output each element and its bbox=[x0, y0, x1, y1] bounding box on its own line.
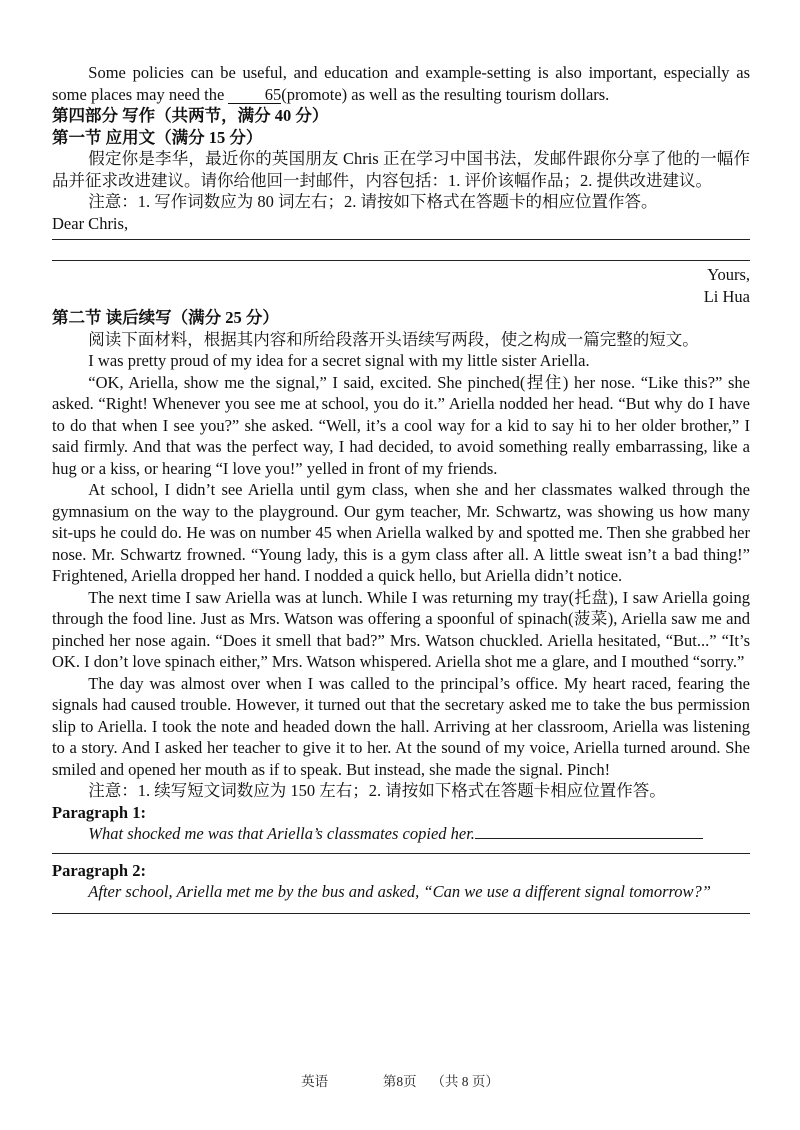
exam-page bbox=[52, 62, 750, 914]
section1-note: 注意：1. 写作词数应为 80 词左右；2. 请按如下格式在答题卡的相应位置作答。 bbox=[88, 192, 658, 211]
writing-line[interactable] bbox=[52, 913, 750, 914]
story-paragraph: I was pretty proud of my idea for a secret signal with my little sister Ariella. bbox=[88, 351, 590, 370]
section1-title: 第一节 应用文（满分 15 分） bbox=[52, 127, 263, 147]
paragraph1-label: Paragraph 1: bbox=[52, 802, 146, 822]
story-paragraph: At school, I didn’t see Ariella until gym class, when she and her classmates walked through the gymnasium on the way to the playground. Our gym teacher, Mr. Schwartz, was showing us how many sit-ups he could do. He was on number 45 when Ariella walked by and spotted me. Then she grabbed her nose. Mr. Schwartz frowned. “Young lady, this is a gym class after all. A little sweat isn’t a bad thing!” Frightened, Ariella dropped her hand. I nodded a quick hello, but Ariella didn’t notice. bbox=[52, 480, 750, 585]
answer-blank-65[interactable]: 65 bbox=[228, 86, 281, 104]
story-paragraph: The day was almost over when I was called to the principal’s office. My heart raced, fearing the signals had caused trouble. However, it turned out that the secretary asked me to take the bus permission slip to Ariella. I took the note and headed down the hall. Arriving at her classroom, Ariella was listening to a story. And I asked her teacher to give it to her. At the sound of my voice, Ariella turned around. She smiled and opened her mouth as if to speak. But instead, she made the signal. Pinch! bbox=[52, 673, 750, 779]
letter-greeting: Dear Chris, bbox=[52, 213, 129, 233]
section2-note: 注意：1. 续写短文词数应为 150 左右；2. 请按如下格式在答题卡相应位置作答。 bbox=[88, 781, 666, 800]
story-paragraph: The next time I saw Ariella was at lunch. While I was returning my tray(托盘), I saw Ariella going through the food line. Just as Mrs. Watson was offering a spoonful of spinach(菠菜), Ariella saw me and pinched her nose again. “Does it smell that bad?” Mrs. Watson chuckled. Ariella hesitated, “But...” “It’s OK. I don’t love spinach either,” Mrs. Watson whispered. Ariella shot me a glare, and I mouthed “sorry.” bbox=[52, 587, 750, 671]
paragraph2-label: Paragraph 2: bbox=[52, 860, 146, 880]
reading-final-paragraph bbox=[52, 62, 750, 105]
paragraph2-start: After school, Ariella met me by the bus and asked, “Can we use a different signal tomorrow?” bbox=[88, 882, 711, 901]
part4-title: 第四部分 写作（共两节，满分 40 分） bbox=[52, 106, 329, 125]
letter-signature: Li Hua bbox=[703, 286, 750, 306]
letter-closing: Yours, bbox=[707, 265, 750, 284]
section1-prompt: 假定你是李华，最近你的英国朋友 Chris 正在学习中国书法，发邮件跟你分享了他的一幅作品并征求改进建议。请你给他回一封邮件，内容包括：1. 评价该幅作品；2. 提供改进建议。 bbox=[52, 149, 750, 190]
page-footer bbox=[0, 1070, 800, 1090]
story-paragraph: “OK, Ariella, show me the signal,” I said, excited. She pinched(捏住) her nose. “Like this?” she asked. “Right! Whenever you see me at school, you do it.” Ariella nodded her head. “But why do I have to do that when I see you?” she asked. “Well, it’s a cool way for a kid to say hi to her older brother,” I said firmly. And that was the perfect way, I had decided, to avoid something really embarrassing, like a hug or a kiss, or hearing “I love you!” yelled in front of my friends. bbox=[52, 372, 750, 478]
paragraph-text: Some policies can be useful, and education and example-setting is also important, especially as some places may need the bbox=[52, 63, 750, 104]
paragraph1-opening-sentence: What shocked me was that Ariella’s classmates copied her. bbox=[88, 824, 475, 843]
footer-page-number: 第8页 bbox=[382, 1074, 417, 1089]
footer-total-pages: （共 8 页） bbox=[431, 1074, 499, 1089]
section2-title: 第二节 读后续写（满分 25 分） bbox=[52, 308, 279, 327]
footer-subject: 英语 bbox=[301, 1074, 329, 1089]
paragraph1-start bbox=[52, 823, 750, 845]
section2-instruction: 阅读下面材料，根据其内容和所给段落开头语续写两段，使之构成一篇完整的短文。 bbox=[88, 329, 699, 349]
paragraph-text: (promote) as well as the resulting tourism dollars. bbox=[281, 84, 610, 104]
writing-line[interactable] bbox=[475, 838, 703, 839]
